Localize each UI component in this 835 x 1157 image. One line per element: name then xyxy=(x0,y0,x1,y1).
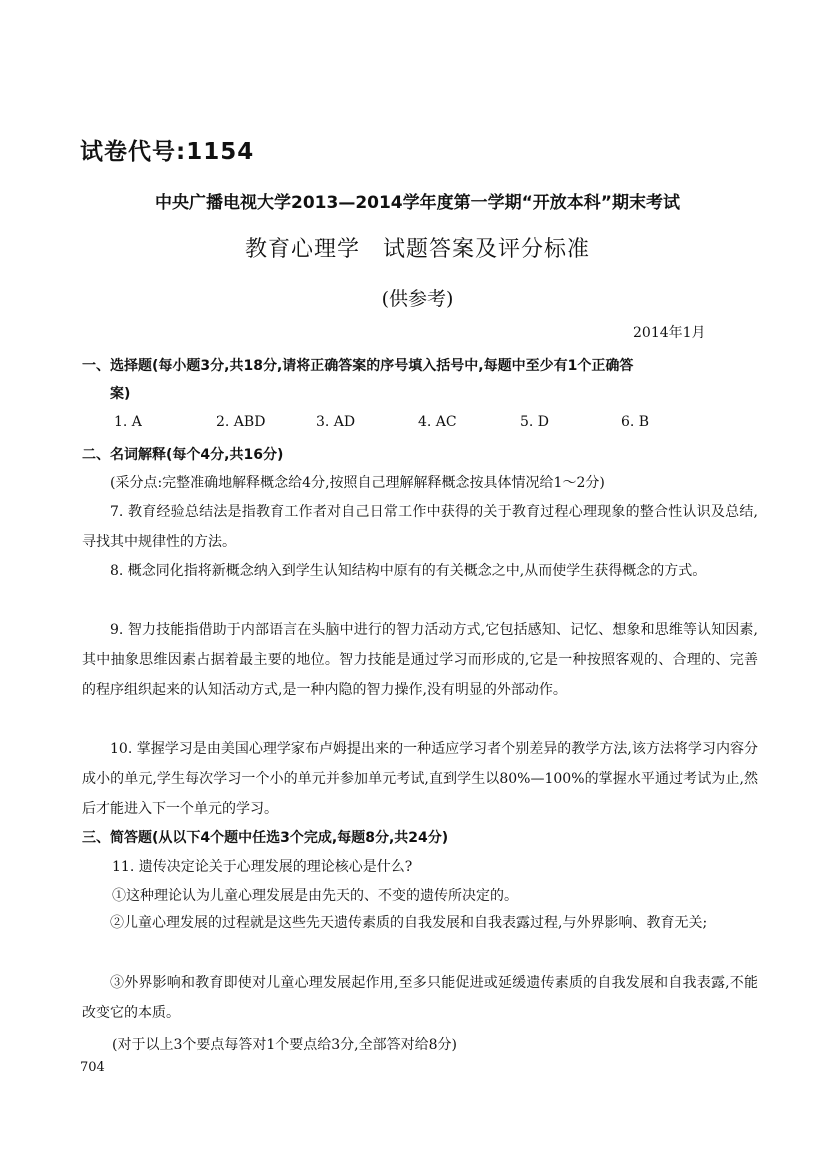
page-number: 704 xyxy=(80,1060,105,1075)
answer-point-2: ②儿童心理发展的过程就是这些先天遗传素质的自我发展和自我表露过程,与外界影响、教育无关; xyxy=(110,915,708,931)
section1-heading-line2: 案) xyxy=(110,386,131,402)
answer-2: 2. ABD xyxy=(216,414,266,430)
section2-heading: 二、名词解释(每个4分,共16分) xyxy=(82,447,284,463)
answer-6: 6. B xyxy=(621,414,650,430)
answer-1: 1. A xyxy=(114,414,142,430)
answer-3: 3. AD xyxy=(316,414,356,430)
section3-heading: 三、简答题(从以下4个题中任选3个完成,每题8分,共24分) xyxy=(82,830,449,846)
exam-university-line: 中央广播电视大学2013—2014学年度第一学期“开放本科”期末考试 xyxy=(155,193,680,213)
definition-8: 8. 概念同化指将新概念纳入到学生认知结构中原有的有关概念之中,从而使学生获得概念的方式。 xyxy=(110,563,707,579)
paper-code: 试卷代号:1154 xyxy=(80,139,255,165)
answer-point-1: ①这种理论认为儿童心理发展是由先天的、不变的遗传所决定的。 xyxy=(112,888,518,904)
answer-point-3: ③外界影响和教育即使对儿童心理发展起作用,至多只能促进或延缓遗传素质的自我发展和自我表露,不能改变它的本质。 xyxy=(82,975,758,1021)
section1-heading-line1: 一、选择题(每小题3分,共18分,请将正确答案的序号填入括号中,每题中至少有1个正确答 xyxy=(82,358,634,374)
exam-title: 教育心理学 试题答案及评分标准 xyxy=(244,237,590,262)
definition-9: 9. 智力技能指借助于内部语言在头脑中进行的智力活动方式,它包括感知、记忆、想象和思维等认知因素,其中抽象思维因素占据着最主要的地位。智力技能是通过学习而形成的,它是一种按照客观的、合理的、完善的程序组织起来的认知活动方式,是一种内隐的智力操作,没有明显的外部动作。 xyxy=(82,622,758,698)
answer-4: 4. AC xyxy=(418,414,457,430)
answer-5: 5. D xyxy=(520,414,550,430)
definition-7: 7. 教育经验总结法是指教育工作者对自己日常工作中获得的关于教育过程心理现象的整合性认识及总结,寻找其中规律性的方法。 xyxy=(82,504,758,550)
exam-date: 2014年1月 xyxy=(633,325,706,341)
exam-subtitle: (供参考) xyxy=(381,288,454,310)
section3-scoring-note: (对于以上3个要点每答对1个要点给3分,全部答对给8分) xyxy=(112,1037,458,1053)
question-11: 11. 遗传决定论关于心理发展的理论核心是什么? xyxy=(112,859,413,875)
section2-scoring-note: (采分点:完整准确地解释概念给4分,按照自己理解解释概念按具体情况给1～2分) xyxy=(110,475,605,491)
definition-10: 10. 掌握学习是由美国心理学家布卢姆提出来的一种适应学习者个别差异的教学方法,该方法将学习内容分成小的单元,学生每次学习一个小的单元并参加单元考试,直到学生以80%—100%的掌握水平通过考试为止,然后才能进入下一个单元的学习。 xyxy=(82,741,758,817)
